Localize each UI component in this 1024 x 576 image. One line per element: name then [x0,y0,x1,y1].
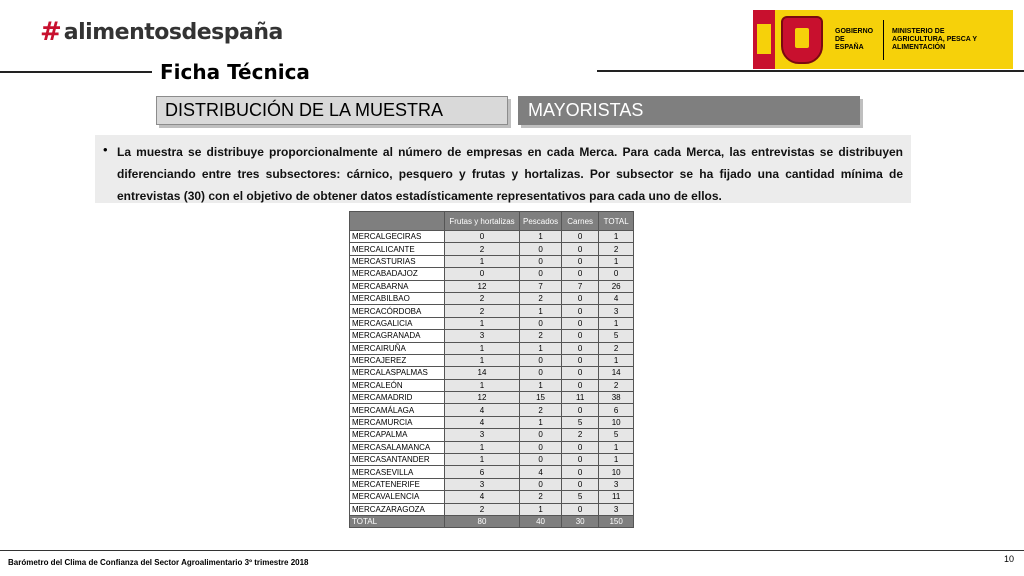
merca-name-cell: MERCAMURCIA [350,416,445,428]
alimentos-de-espana-logo [40,14,283,50]
value-cell: 0 [520,367,562,379]
table-row [350,243,634,255]
merca-name-cell: MERCABADAJOZ [350,268,445,280]
table-header-cell: Pescados [520,212,562,231]
value-cell: 1 [445,441,520,453]
value-cell: 0 [562,305,599,317]
table-row [350,478,634,490]
government-logo [753,10,1013,69]
merca-name-cell: MERCACÓRDOBA [350,305,445,317]
table-header-cell: Carnes [562,212,599,231]
table-row [350,491,634,503]
value-cell: 1 [520,231,562,243]
value-cell: 5 [599,330,634,342]
table-header-cell: Frutas y hortalizas [445,212,520,231]
header-rule-right [597,70,1024,72]
value-cell: 0 [520,478,562,490]
value-cell: 38 [599,392,634,404]
value-cell: 4 [445,404,520,416]
table-row [350,255,634,267]
value-cell: 2 [599,342,634,354]
value-cell: 0 [520,354,562,366]
value-cell: 1 [520,503,562,515]
bullet-icon: • [103,142,108,157]
table-row [350,392,634,404]
value-cell: 0 [520,429,562,441]
merca-name-cell: MERCASANTANDER [350,454,445,466]
value-cell: 0 [445,268,520,280]
footer-rule [0,550,1024,551]
section-label-mayoristas: MAYORISTAS [528,100,644,120]
table-row [350,305,634,317]
table-header-row [350,212,634,231]
value-cell: 2 [520,292,562,304]
value-cell: 1 [445,342,520,354]
value-cell: 6 [445,466,520,478]
value-cell: 0 [562,231,599,243]
table-row [350,342,634,354]
value-cell: 1 [520,416,562,428]
table-row [350,503,634,515]
value-cell: 3 [599,503,634,515]
logo-wordmark: alimentosdespaña [63,19,283,45]
value-cell: 4 [520,466,562,478]
table-header-cell: TOTAL [599,212,634,231]
table-row [350,367,634,379]
merca-name-cell: MERCAMÁLAGA [350,404,445,416]
section-label-distribution: DISTRIBUCIÓN DE LA MUESTRA [165,100,444,120]
table-row [350,317,634,329]
value-cell: 150 [599,515,634,527]
value-cell: 5 [562,416,599,428]
merca-name-cell: MERCALICANTE [350,243,445,255]
merca-name-cell: MERCASALAMANCA [350,441,445,453]
value-cell: 5 [599,429,634,441]
value-cell: 0 [562,317,599,329]
value-cell: 1 [599,354,634,366]
value-cell: 1 [445,379,520,391]
page-number: 10 [1003,554,1014,564]
table-header-cell [350,212,445,231]
value-cell: 0 [562,255,599,267]
merca-name-cell: MERCABARNA [350,280,445,292]
merca-name-cell: MERCALGECIRAS [350,231,445,243]
value-cell: 1 [445,255,520,267]
value-cell: 0 [562,268,599,280]
gov-label: GOBIERNO DE ESPAÑA [835,27,874,51]
value-cell: 2 [445,305,520,317]
value-cell: 80 [445,515,520,527]
header-rule-left [0,71,152,73]
value-cell: 30 [562,515,599,527]
table-row [350,441,634,453]
coat-of-arms-icon [781,16,823,64]
value-cell: 0 [562,243,599,255]
value-cell: 0 [562,454,599,466]
description-text: La muestra se distribuye proporcionalmente al número de empresas en cada Merca. Para cada Merca, las entrevistas se distribuyen diferenciando entre tres subsectores: cárnico, pesquero y frutas y hortalizas. Por subsector se ha fijado una cantidad mínima de entrevistas (30) con el objetivo de obtener datos estadísticamente representativos para cada uno de ellos. [117,145,903,203]
value-cell: 14 [445,367,520,379]
value-cell: 2 [445,503,520,515]
value-cell: 26 [599,280,634,292]
value-cell: 10 [599,416,634,428]
value-cell: 2 [599,243,634,255]
table-row [350,416,634,428]
hash-logo-icon: # [40,17,62,47]
table-row [350,292,634,304]
value-cell: 3 [445,429,520,441]
table-row [350,466,634,478]
value-cell: 1 [445,354,520,366]
value-cell: 1 [445,317,520,329]
value-cell: 12 [445,392,520,404]
value-cell: 4 [445,491,520,503]
value-cell: 0 [562,441,599,453]
section-bar-distribution [156,96,508,125]
value-cell: 0 [562,379,599,391]
value-cell: 1 [599,441,634,453]
value-cell: 1 [520,342,562,354]
table-row [350,404,634,416]
value-cell: 3 [599,478,634,490]
value-cell: 1 [599,255,634,267]
value-cell: 0 [562,478,599,490]
value-cell: 2 [520,404,562,416]
footer-text: Barómetro del Clima de Confianza del Sector Agroalimentario 3º trimestre 2018 [8,558,309,567]
value-cell: 0 [562,466,599,478]
merca-name-cell: MERCAJEREZ [350,354,445,366]
value-cell: 1 [520,305,562,317]
value-cell: 11 [562,392,599,404]
merca-name-cell: MERCATENERIFE [350,478,445,490]
merca-name-cell: MERCAGALICIA [350,317,445,329]
merca-name-cell: TOTAL [350,515,445,527]
merca-name-cell: MERCASEVILLA [350,466,445,478]
merca-name-cell: MERCAPALMA [350,429,445,441]
merca-name-cell: MERCAZARAGOZA [350,503,445,515]
value-cell: 0 [562,367,599,379]
value-cell: 1 [599,454,634,466]
table-row [350,454,634,466]
table-total-row [350,515,634,527]
value-cell: 0 [562,292,599,304]
logo-divider [883,20,884,60]
value-cell: 0 [562,404,599,416]
value-cell: 3 [445,478,520,490]
value-cell: 10 [599,466,634,478]
value-cell: 4 [445,416,520,428]
value-cell: 4 [599,292,634,304]
value-cell: 0 [445,231,520,243]
value-cell: 0 [562,330,599,342]
value-cell: 2 [445,292,520,304]
distribution-table [349,211,634,528]
merca-name-cell: MERCALEÓN [350,379,445,391]
value-cell: 11 [599,491,634,503]
value-cell: 1 [520,379,562,391]
value-cell: 2 [599,379,634,391]
value-cell: 1 [599,231,634,243]
value-cell: 6 [599,404,634,416]
value-cell: 3 [445,330,520,342]
value-cell: 40 [520,515,562,527]
value-cell: 0 [562,342,599,354]
page-title: Ficha Técnica [160,60,310,84]
value-cell: 2 [520,330,562,342]
table-row [350,268,634,280]
table-row [350,231,634,243]
value-cell: 1 [599,317,634,329]
table-row [350,330,634,342]
merca-name-cell: MERCAGRANADA [350,330,445,342]
value-cell: 7 [520,280,562,292]
section-bar-mayoristas [518,96,860,125]
value-cell: 0 [520,454,562,466]
description-box [95,135,911,203]
merca-name-cell: MERCABILBAO [350,292,445,304]
table-row [350,379,634,391]
value-cell: 14 [599,367,634,379]
value-cell: 0 [520,317,562,329]
value-cell: 0 [562,503,599,515]
value-cell: 3 [599,305,634,317]
merca-name-cell: MERCALASPALMAS [350,367,445,379]
value-cell: 7 [562,280,599,292]
value-cell: 0 [520,268,562,280]
value-cell: 0 [520,441,562,453]
merca-name-cell: MERCAMADRID [350,392,445,404]
value-cell: 12 [445,280,520,292]
table-row [350,280,634,292]
value-cell: 2 [520,491,562,503]
value-cell: 2 [562,429,599,441]
value-cell: 0 [599,268,634,280]
value-cell: 15 [520,392,562,404]
value-cell: 0 [520,255,562,267]
merca-name-cell: MERCAVALENCIA [350,491,445,503]
table-row [350,354,634,366]
value-cell: 0 [520,243,562,255]
value-cell: 1 [445,454,520,466]
ministry-label: MINISTERIO DE AGRICULTURA, PESCA Y ALIMENTACIÓN [892,27,977,51]
value-cell: 2 [445,243,520,255]
merca-name-cell: MERCASTURIAS [350,255,445,267]
table-row [350,429,634,441]
spain-flag-icon [753,10,775,69]
merca-name-cell: MERCAIRUÑA [350,342,445,354]
value-cell: 0 [562,354,599,366]
value-cell: 5 [562,491,599,503]
